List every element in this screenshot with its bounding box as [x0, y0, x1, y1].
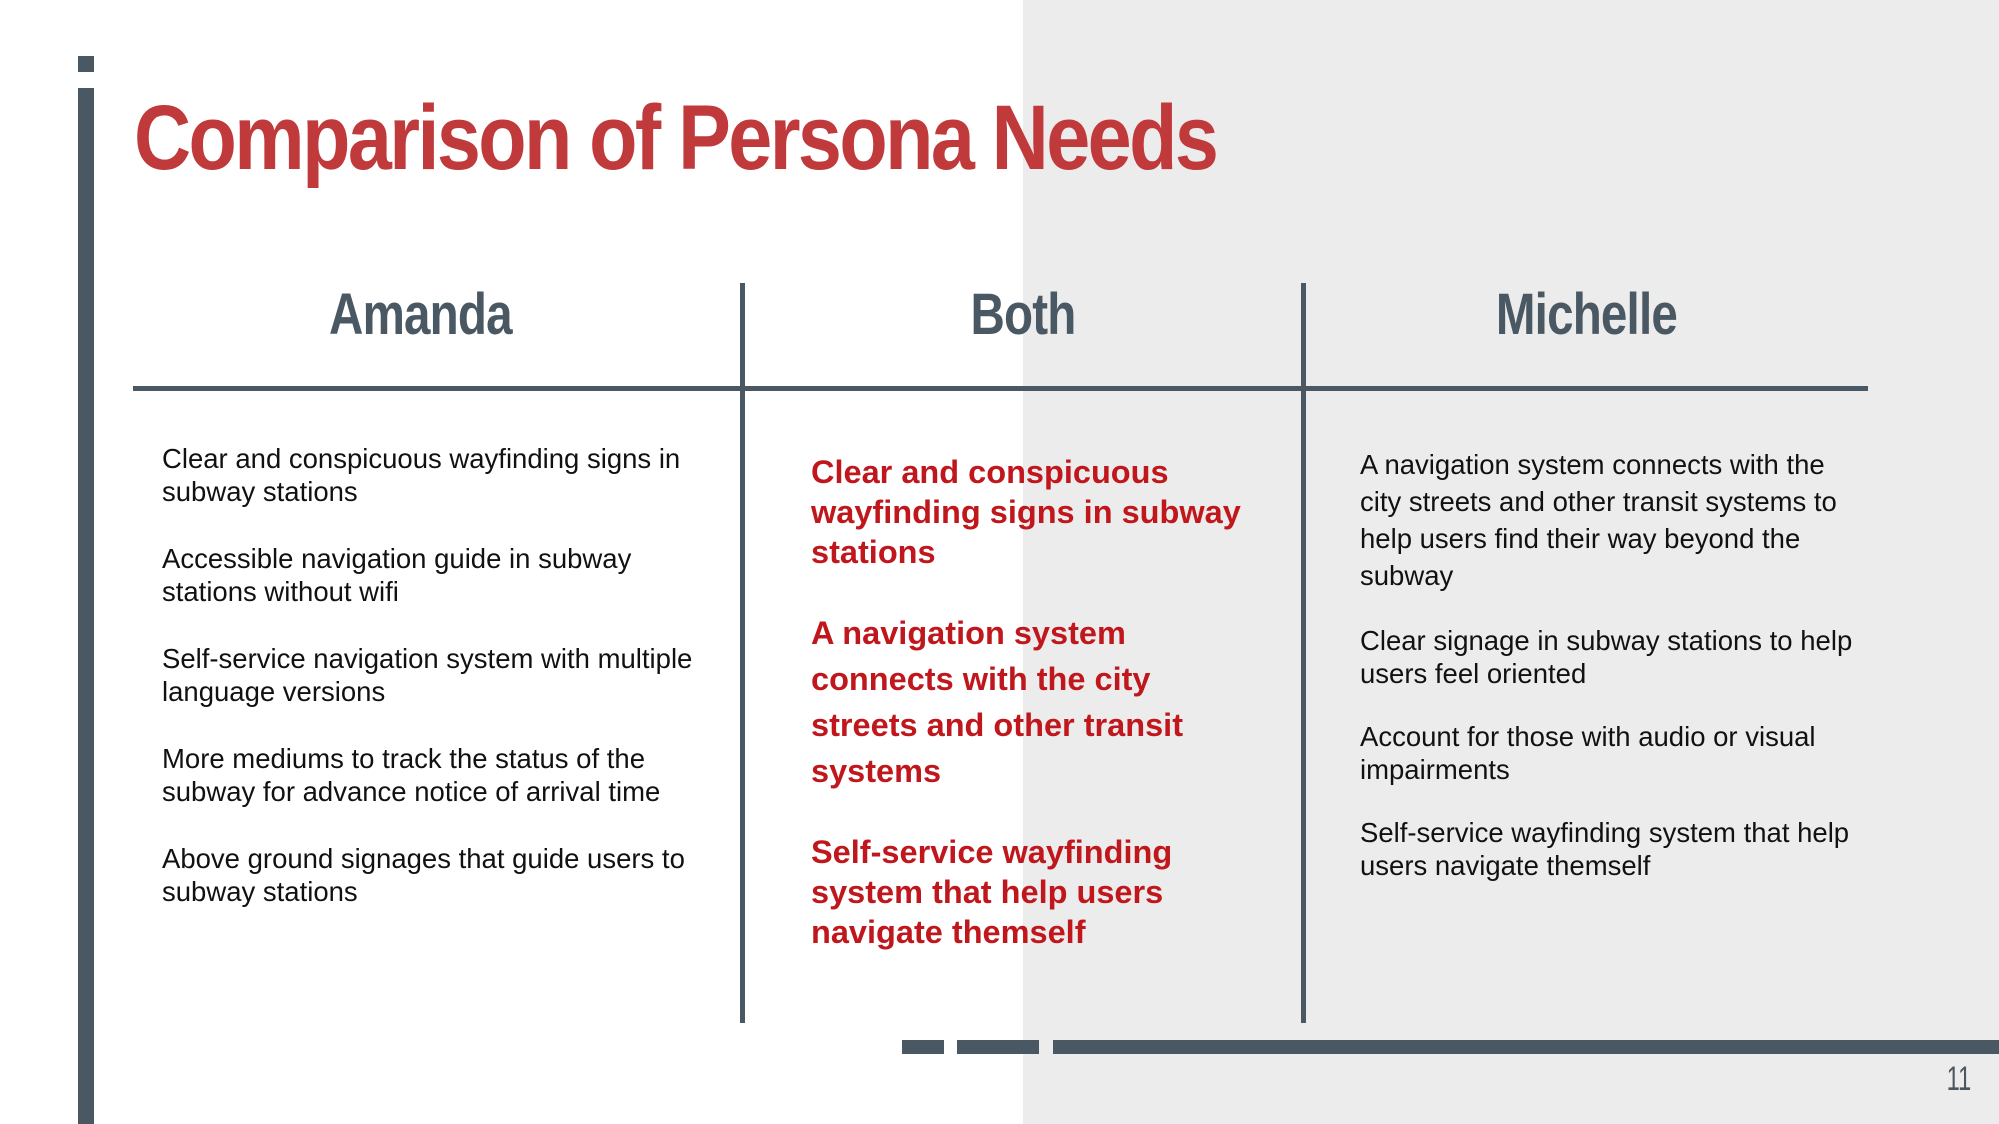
list-item: A navigation system connects with the city streets and other transit systems: [811, 615, 1184, 789]
column-header-michelle: Michelle: [1495, 282, 1678, 347]
header-divider: [133, 386, 1868, 391]
decor-line: [1053, 1040, 1999, 1054]
list-item: Clear and conspicuous wayfinding signs in subway stations: [811, 454, 1241, 570]
accent-square: [78, 56, 94, 72]
list-item: Clear signage in subway stations to help users feel oriented: [1360, 625, 1853, 689]
list-item: Account for those with audio or visual impairments: [1360, 721, 1816, 785]
column-header-both: Both: [970, 282, 1076, 347]
list-item: Clear and conspicuous wayfinding signs in subway stations: [162, 443, 681, 507]
decor-dash-2: [957, 1040, 1039, 1054]
list-item: Accessible navigation guide in subway stations without wifi: [162, 543, 632, 607]
decor-dash-1: [902, 1040, 944, 1054]
list-item: Above ground signages that guide users to subway stations: [162, 843, 685, 907]
column-divider-left: [740, 283, 745, 1023]
michelle-needs-list: [1360, 446, 1860, 912]
column-divider-right: [1301, 283, 1306, 1023]
list-item: More mediums to track the status of the subway for advance notice of arrival time: [162, 743, 661, 807]
list-item: Self-service wayfinding system that help users navigate themself: [811, 834, 1173, 950]
list-item: Self-service navigation system with multiple language versions: [162, 643, 693, 707]
slide-title: Comparison of Persona Needs: [134, 87, 1217, 189]
list-item: A navigation system connects with the city streets and other transit systems to help users find their way beyond the subway: [1360, 449, 1837, 591]
shared-needs-list: [811, 452, 1251, 990]
accent-vertical-bar: [78, 88, 94, 1124]
column-header-amanda: Amanda: [328, 282, 512, 347]
amanda-needs-list: [162, 442, 702, 942]
page-number: 11: [1946, 1060, 1971, 1098]
list-item: Self-service wayfinding system that help users navigate themself: [1360, 817, 1850, 881]
